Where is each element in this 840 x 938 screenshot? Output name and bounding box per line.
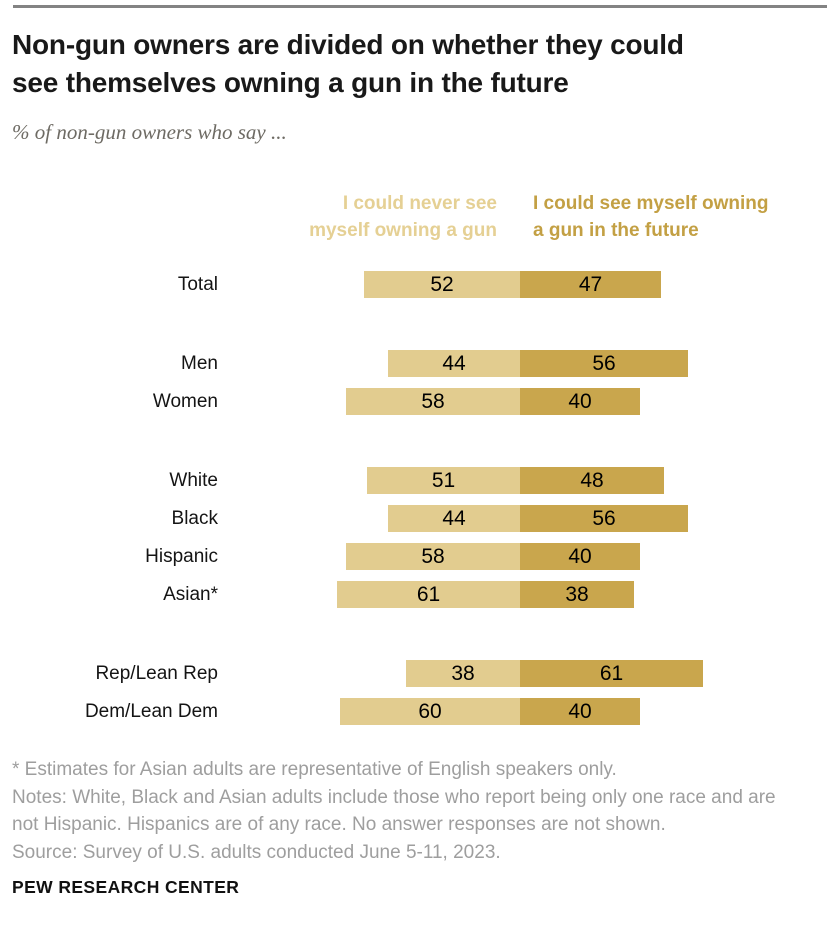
legend-future-line2: a gun in the future — [533, 220, 699, 241]
legend-future-line1: I could see myself owning — [533, 193, 769, 214]
pew-research-center-logo: PEW RESEARCH CENTER — [12, 877, 240, 897]
notes-line2: not Hispanic. Hispanics are of any race. No answer responses are not shown. — [12, 814, 666, 835]
asterisk-note: * Estimates for Asian adults are representative of English speakers only. — [12, 759, 617, 780]
bar-segment-never — [406, 660, 520, 687]
bar-segment-future — [520, 467, 664, 494]
legend-never-line1: I could never see — [342, 193, 497, 214]
value-label-future: 56 — [592, 507, 616, 530]
bar-segment-future — [520, 698, 640, 725]
value-label-future: 40 — [568, 390, 592, 413]
category-label: Rep/Lean Rep — [95, 663, 218, 684]
bar-segment-never — [364, 271, 520, 298]
bar-segment-future — [520, 660, 703, 687]
value-label-never: 51 — [431, 469, 456, 492]
category-label: Women — [152, 391, 218, 412]
value-label-never: 60 — [418, 700, 442, 723]
value-label-future: 40 — [568, 700, 592, 723]
bar-segment-future — [520, 505, 688, 532]
bar-segment-never — [346, 543, 520, 570]
value-label-never: 44 — [442, 352, 466, 375]
value-label-never: 44 — [442, 507, 466, 530]
bar-segment-future — [520, 388, 640, 415]
bar-segment-never — [388, 505, 520, 532]
category-label: Hispanic — [145, 546, 218, 567]
value-label-future: 56 — [592, 352, 616, 375]
chart-subtitle: % of non-gun owners who say ... — [12, 120, 287, 144]
value-label-future: 38 — [565, 583, 589, 606]
category-label: Dem/Lean Dem — [84, 701, 218, 722]
category-label: Men — [181, 353, 218, 374]
bar-segment-never — [340, 698, 520, 725]
value-label-future: 61 — [599, 662, 624, 685]
value-label-future: 40 — [568, 545, 592, 568]
bar-segment-future — [520, 350, 688, 377]
value-label-never: 61 — [416, 583, 441, 606]
bar-segment-never — [337, 581, 520, 608]
value-label-never: 58 — [421, 545, 445, 568]
value-label-future: 48 — [580, 469, 604, 492]
bar-segment-future — [520, 271, 661, 298]
chart-title-line2: see themselves owning a gun in the future — [12, 67, 569, 98]
category-label: Asian* — [163, 584, 218, 605]
legend-never-line2: myself owning a gun — [309, 220, 497, 241]
bar-segment-never — [388, 350, 520, 377]
value-label-never: 38 — [451, 662, 475, 685]
value-label-never: 52 — [430, 273, 454, 296]
category-label: White — [169, 470, 218, 491]
notes-line1: Notes: White, Black and Asian adults include those who report being only one race and are — [12, 786, 776, 808]
value-label-future: 47 — [578, 273, 603, 296]
bar-segment-never — [346, 388, 520, 415]
bar-segment-never — [367, 467, 520, 494]
bar-segment-future — [520, 581, 634, 608]
chart-title-line1: Non-gun owners are divided on whether they could — [12, 29, 684, 60]
source-note: Source: Survey of U.S. adults conducted June 5-11, 2023. — [12, 841, 501, 863]
value-label-never: 58 — [421, 390, 445, 413]
category-label: Total — [177, 274, 218, 295]
bar-segment-future — [520, 543, 640, 570]
chart-notes — [12, 756, 824, 866]
category-label: Black — [171, 508, 218, 529]
